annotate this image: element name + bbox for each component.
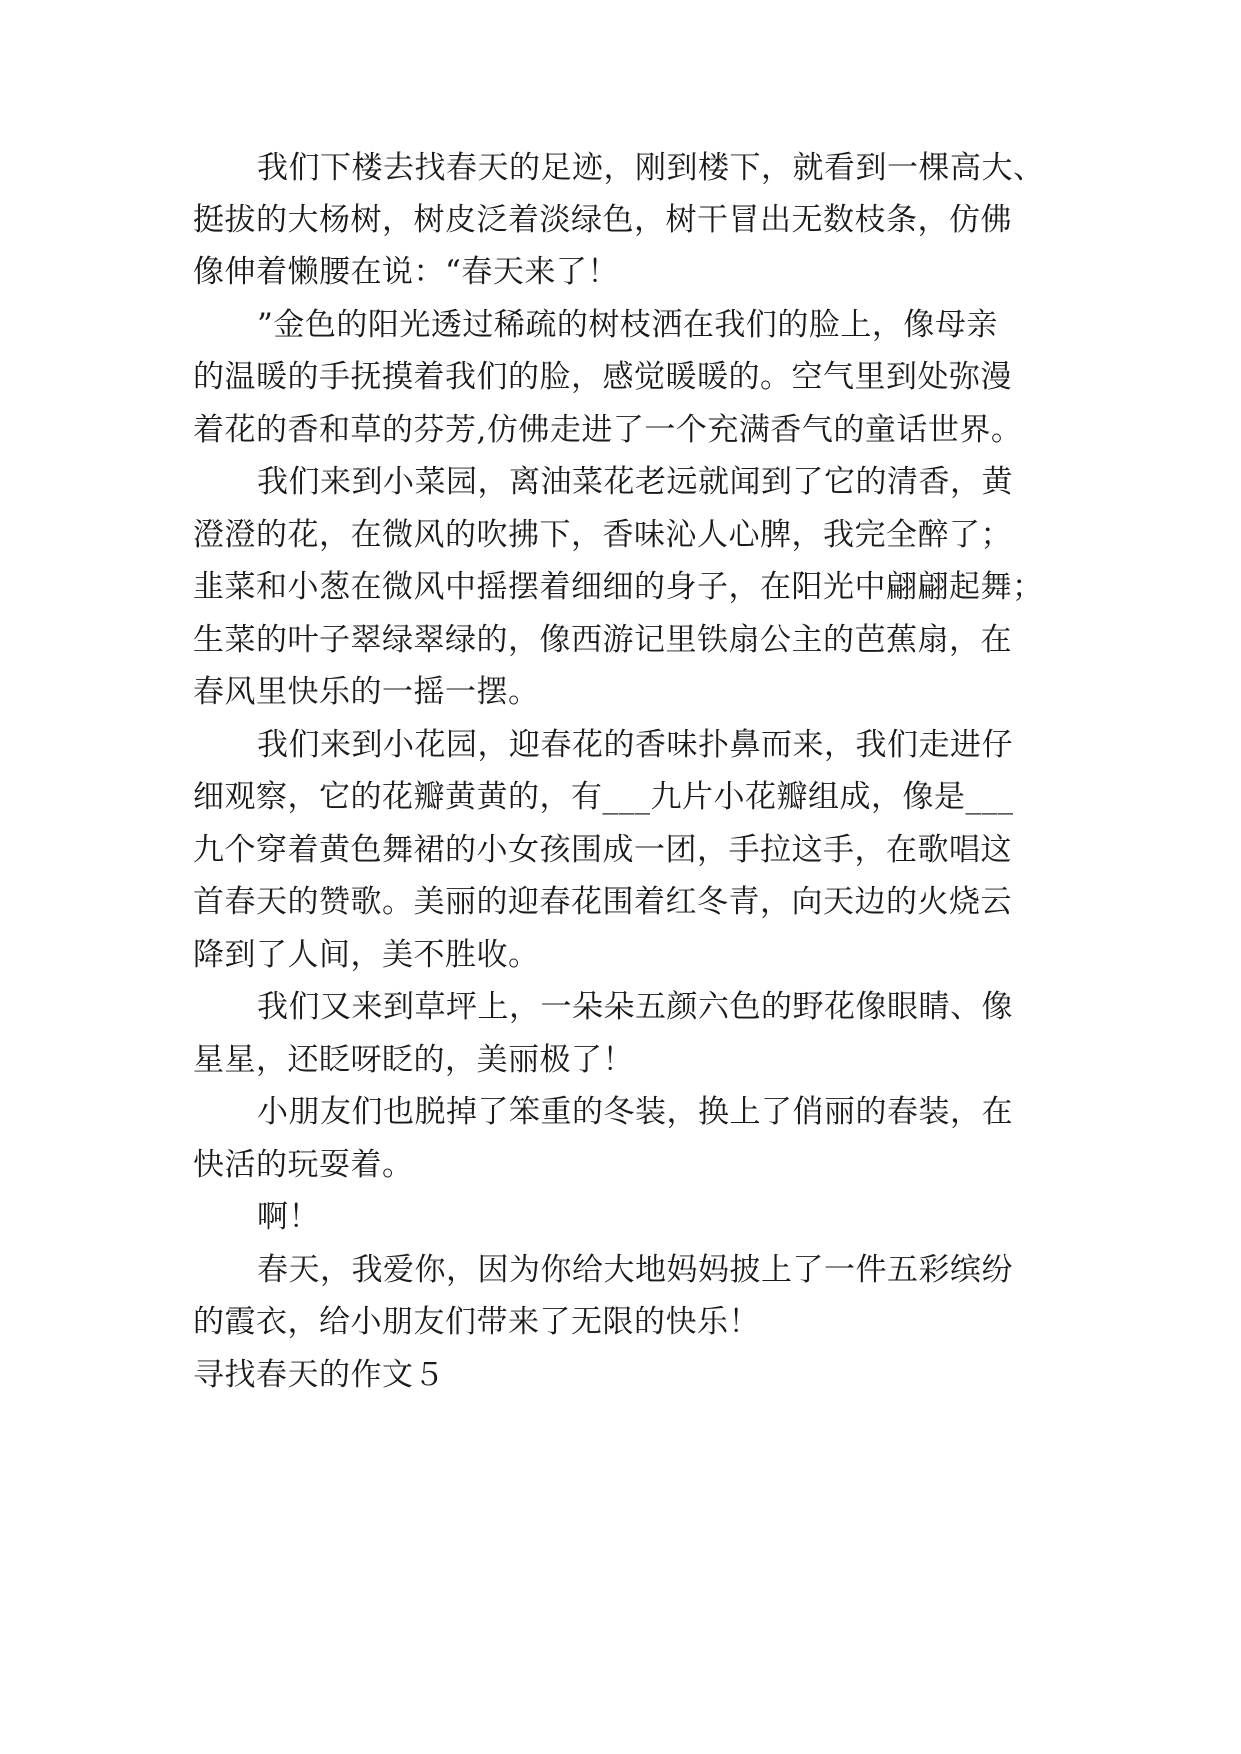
paragraph-line: 降到了人间，美不胜收。	[193, 937, 540, 973]
paragraph-line: 的霞衣，给小朋友们带来了无限的快乐！	[193, 1304, 760, 1340]
paragraph-line: ”金色的阳光透过稀疏的树枝洒在我们的脸上，像母亲	[257, 307, 998, 343]
paragraph-line: 快活的玩耍着。	[193, 1147, 414, 1183]
paragraph-line: 啊！	[257, 1199, 320, 1235]
paragraph-line: 我们来到小菜园，离油菜花老远就闻到了它的清香，黄	[257, 464, 1013, 500]
paragraph-line: 我们来到小花园，迎春花的香味扑鼻而来，我们走进仔	[257, 727, 1013, 763]
paragraph-line: 挺拔的大杨树，树皮泛着淡绿色，树干冒出无数枝条，仿佛	[193, 202, 1012, 238]
paragraph-line: 春天，我爱你，因为你给大地妈妈披上了一件五彩缤纷	[257, 1252, 1013, 1288]
paragraph-line: 小朋友们也脱掉了笨重的冬装，换上了俏丽的春装，在	[257, 1094, 1013, 1130]
paragraph-line: 像伸着懒腰在说：“春天来了！	[193, 254, 619, 290]
paragraph-line: 首春天的赞歌。美丽的迎春花围着红冬青，向天边的火烧云	[193, 884, 1012, 920]
paragraph-line: 我们又来到草坪上，一朵朵五颜六色的野花像眼睛、像	[257, 989, 1013, 1025]
paragraph-line: 澄澄的花，在微风的吹拂下，香味沁人心脾，我完全醉了；	[193, 517, 1012, 553]
paragraph-line: 我们下楼去找春天的足迹，刚到楼下，就看到一棵高大、	[257, 150, 1045, 186]
paragraph-line: 生菜的叶子翠绿翠绿的，像西游记里铁扇公主的芭蕉扇，在	[193, 622, 1012, 658]
paragraph-line: 细观察，它的花瓣黄黄的，有___九片小花瓣组成，像是___	[193, 779, 1014, 815]
paragraph-line: 着花的香和草的芬芳,仿佛走进了一个充满香气的童话世界。	[193, 412, 1023, 448]
paragraph-line: 九个穿着黄色舞裙的小女孩围成一团，手拉这手，在歌唱这	[193, 832, 1012, 868]
paragraph-line: 星星，还眨呀眨的，美丽极了！	[193, 1042, 634, 1078]
section-heading: 寻找春天的作文５	[193, 1357, 445, 1393]
paragraph-line: 的温暖的手抚摸着我们的脸，感觉暖暖的。空气里到处弥漫	[193, 359, 1012, 395]
paragraph-line: 韭菜和小葱在微风中摇摆着细细的身子，在阳光中翩翩起舞；	[193, 569, 1044, 605]
paragraph-line: 春风里快乐的一摇一摆。	[193, 674, 540, 710]
